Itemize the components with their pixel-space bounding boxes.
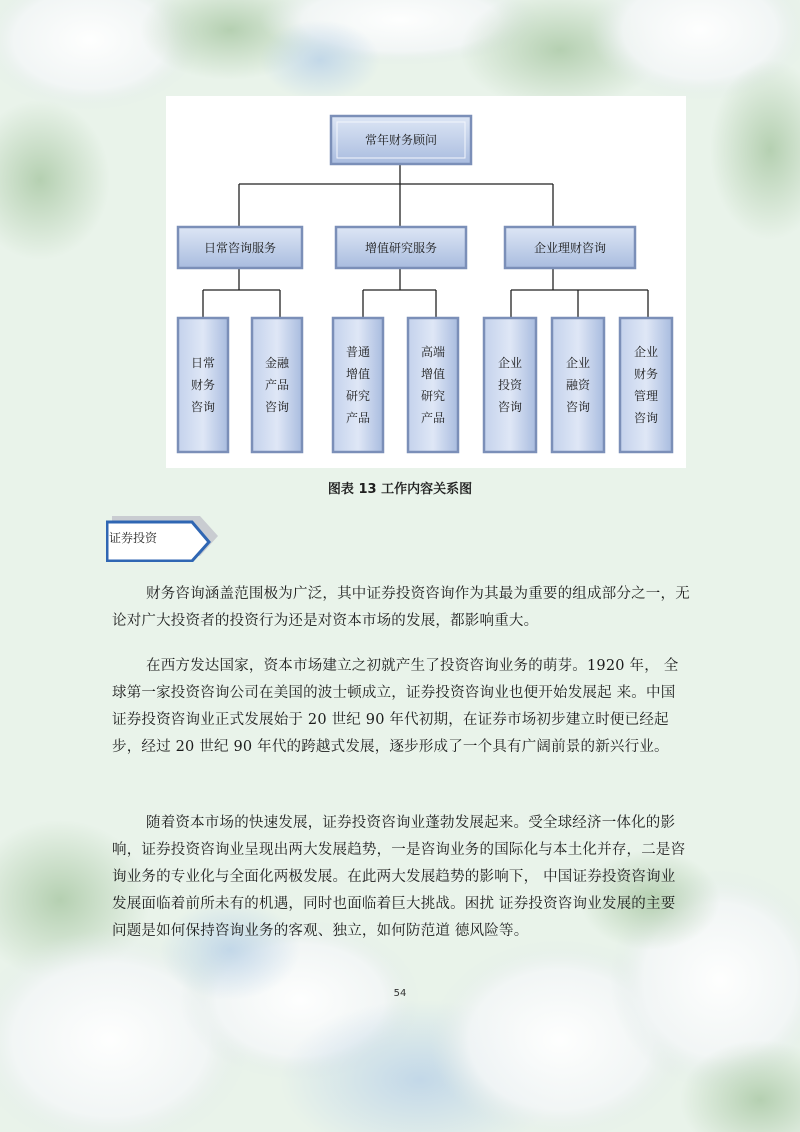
org-leaf-label: 普通增值研究产品 [345, 345, 371, 425]
section-heading [106, 516, 218, 562]
org-root-label: 常年财务顾问 [364, 133, 438, 147]
org-leaf-label: 金融产品咨询 [264, 356, 290, 414]
org-leaf-node [408, 318, 458, 452]
org-leaf-nodes [178, 318, 672, 452]
org-root-node [331, 116, 471, 164]
org-leaf-label: 企业投资咨询 [497, 356, 523, 414]
org-branch-value-research [336, 227, 466, 268]
paragraph-trends: 随着资本市场的快速发展，证券投资咨询业蓬勃发展起来。受全球经济一体化的影响，证券投资咨询业呈现出两大发展趋势，一是咨询业务的国际化与本土化并存，二是咨询业务的专业化与全面化两极发展。在此两大发展趋势的影响下， 中国证券投资咨询业发展面临着前所未有的机遇，同时也面临着巨大挑战。困扰 证券投资咨询业发展的主要问题是如何保持咨询业务的客观、独立，如何防范道 德风险等。 [112, 815, 686, 939]
org-chart-figure [166, 96, 686, 468]
paragraph-history: 在西方发达国家，资本市场建立之初就产生了投资咨询业务的萌芽。1920 年， 全球第一家投资咨询公司在美国的波士顿成立，证券投资咨询业也便开始发展起 来。中国证券投资咨询业正式发展始于 20 世纪 90 年代初期，在证券市场初步建立时便已经起步，经过 20 世纪 90 年代的跨越式发展，逐步形成了一个具有广阔前景的新兴行业。 [112, 658, 679, 755]
org-leaf-node [252, 318, 302, 452]
org-leaf-node [620, 318, 672, 452]
org-leaf-label: 高端增值研究产品 [420, 345, 446, 425]
paragraph-intro: 财务咨询涵盖范围极为广泛，其中证券投资咨询作为其最为重要的组成部分之一，无论对广大投资者的投资行为还是对资本市场的发展，都影响重大。 [112, 586, 690, 629]
org-leaf-box [408, 318, 458, 452]
org-branch-label: 增值研究服务 [364, 241, 438, 255]
org-leaf-label: 企业财务管理咨询 [633, 345, 659, 425]
org-leaf-node [484, 318, 536, 452]
org-leaf-node [178, 318, 228, 452]
org-branch-enterprise-finance [505, 227, 635, 268]
org-leaf-label: 日常财务咨询 [190, 356, 216, 414]
org-branch-label: 日常咨询服务 [203, 241, 277, 255]
org-chart [166, 96, 686, 468]
org-branch-daily-consulting [178, 227, 302, 268]
org-branch-label: 企业理财咨询 [533, 241, 607, 255]
org-leaf-box [620, 318, 672, 452]
section-label: 证券投资 [109, 531, 158, 545]
figure-caption: 图表 13 工作内容关系图 [327, 482, 473, 497]
org-leaf-node [552, 318, 604, 452]
page-number: 54 [393, 988, 407, 999]
org-leaf-box [333, 318, 383, 452]
org-leaf-label: 企业融资咨询 [565, 356, 591, 414]
org-leaf-node [333, 318, 383, 452]
